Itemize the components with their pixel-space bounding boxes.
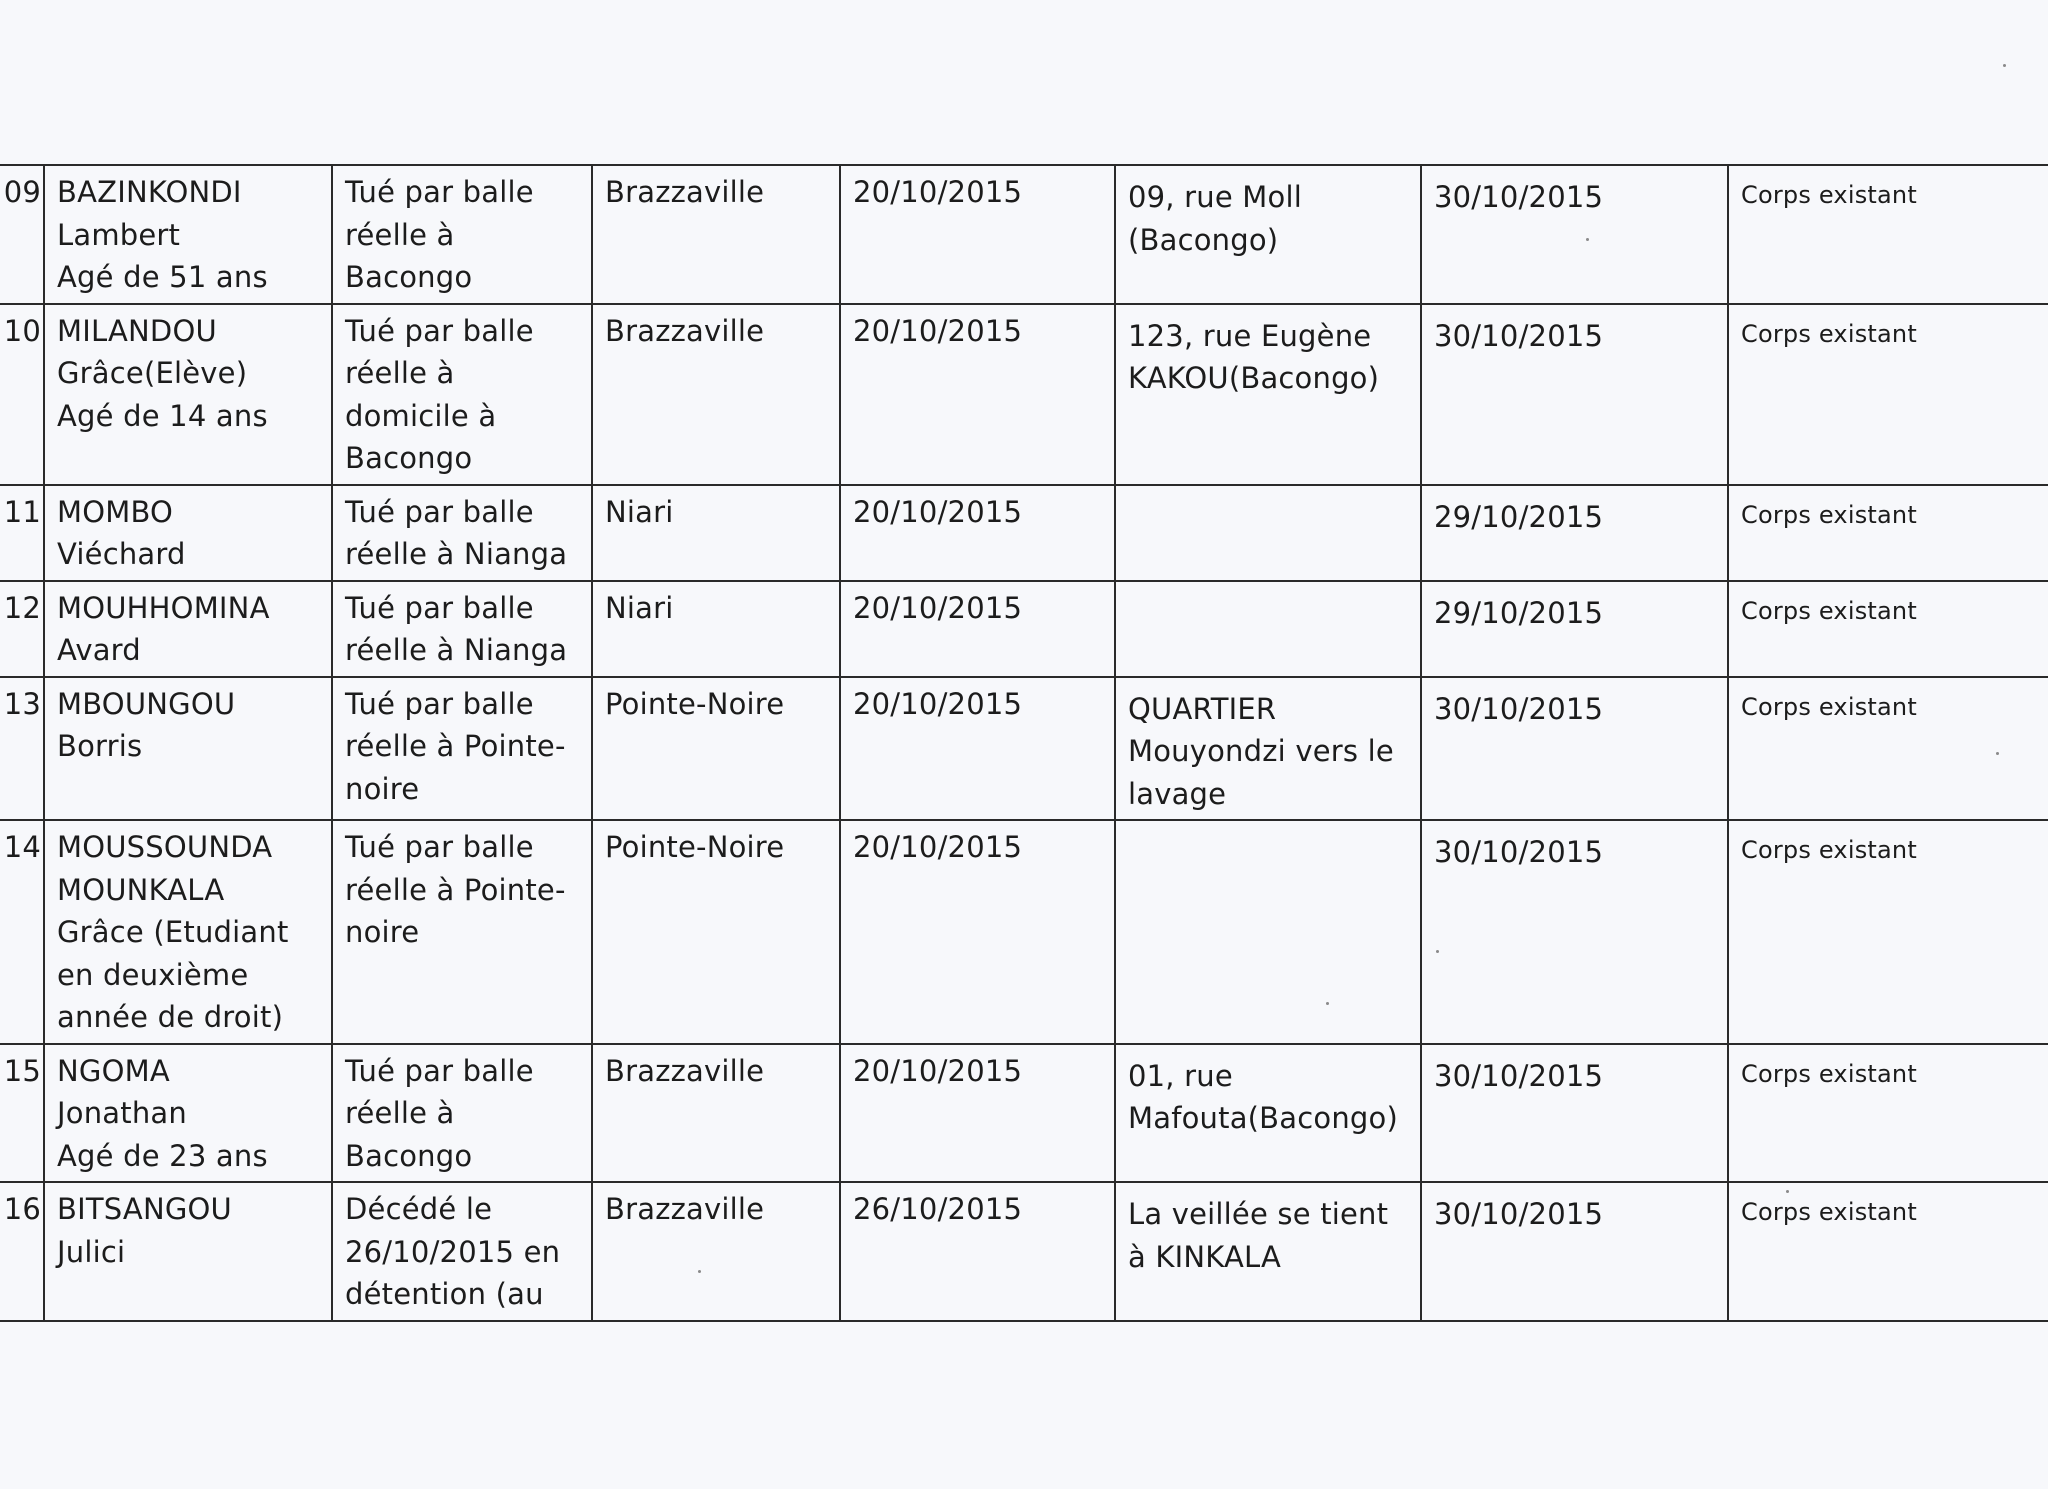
scan-speck [2003, 64, 2006, 67]
place: Brazzaville [592, 304, 840, 485]
scan-speck [1326, 1002, 1329, 1005]
body-status: Corps existant [1728, 820, 2048, 1044]
row-number: 11 [0, 485, 44, 581]
victim-firstname: Grâce(Elève) [57, 356, 248, 390]
date-of-death: 20/10/2015 [840, 1044, 1115, 1183]
victim-detail: Agé de 14 ans [57, 398, 268, 433]
date-of-burial: 29/10/2015 [1421, 581, 1728, 677]
victim-name-cell [44, 677, 332, 821]
cause-of-death: Décédé le 26/10/2015 en détention (au [332, 1182, 592, 1321]
address: La veillée se tient à KINKALA [1115, 1182, 1421, 1321]
date-of-burial: 30/10/2015 [1421, 1044, 1728, 1183]
cause-of-death: Tué par balle réelle à Bacongo [332, 165, 592, 304]
place: Pointe-Noire [592, 820, 840, 1044]
victim-firstname: Viéchard [57, 537, 186, 571]
body-status: Corps existant [1728, 1044, 2048, 1183]
victim-name-cell [44, 165, 332, 304]
scan-speck [1436, 950, 1439, 953]
victim-detail: Agé de 51 ans [57, 260, 268, 294]
address: QUARTIER Mouyondzi vers le lavage [1115, 677, 1421, 821]
address: 01, rue Mafouta(Bacongo) [1115, 1044, 1421, 1183]
address: 09, rue Moll (Bacongo) [1115, 165, 1421, 304]
row-number: 15 [0, 1044, 44, 1183]
date-of-burial: 29/10/2015 [1421, 485, 1728, 581]
address: 123, rue Eugène KAKOU(Bacongo) [1115, 304, 1421, 485]
body-status: Corps existant [1728, 485, 2048, 581]
victim-surname: MOUSSOUNDA [57, 830, 273, 864]
table-row [0, 581, 2048, 677]
date-of-death: 20/10/2015 [840, 485, 1115, 581]
date-of-death: 20/10/2015 [840, 581, 1115, 677]
date-of-death: 20/10/2015 [840, 677, 1115, 821]
cause-of-death: Tué par balle réelle à Nianga [332, 581, 592, 677]
date-of-burial: 30/10/2015 [1421, 304, 1728, 485]
date-of-death: 26/10/2015 [840, 1182, 1115, 1321]
table-row [0, 677, 2048, 821]
victim-surname: BAZINKONDI [57, 175, 242, 209]
scan-speck [1786, 1190, 1789, 1193]
victim-name-cell [44, 581, 332, 677]
victim-firstname: MOUNKALA [57, 872, 225, 907]
victim-firstname: Julici [57, 1234, 126, 1269]
victim-surname: MOMBO [57, 494, 174, 529]
victim-firstname: Lambert [57, 217, 181, 252]
victim-surname: BITSANGOU [57, 1192, 232, 1226]
cause-of-death: Tué par balle réelle à domicile à Bacongo [332, 304, 592, 485]
cause-of-death: Tué par balle réelle à Pointe-noire [332, 820, 592, 1044]
date-of-burial: 30/10/2015 [1421, 677, 1728, 821]
table-row [0, 820, 2048, 1044]
row-number: 16 [0, 1182, 44, 1321]
cause-of-death: Tué par balle réelle à Bacongo [332, 1044, 592, 1183]
cause-of-death: Tué par balle réelle à Pointe-noire [332, 677, 592, 821]
victim-name-cell [44, 1044, 332, 1183]
date-of-death: 20/10/2015 [840, 304, 1115, 485]
date-of-burial: 30/10/2015 [1421, 165, 1728, 304]
place: Niari [592, 485, 840, 581]
victim-surname: MOUHHOMINA [57, 590, 270, 625]
table-row [0, 1044, 2048, 1183]
victims-table-body [0, 165, 2048, 1321]
scan-speck [1586, 238, 1589, 241]
victim-name-cell [44, 1182, 332, 1321]
body-status: Corps existant [1728, 677, 2048, 821]
body-status: Corps existant [1728, 1182, 2048, 1321]
victim-name-cell [44, 485, 332, 581]
victim-surname: MBOUNGOU [57, 686, 236, 721]
body-status: Corps existant [1728, 165, 2048, 304]
row-number: 14 [0, 820, 44, 1044]
row-number: 10 [0, 304, 44, 485]
row-number: 13 [0, 677, 44, 821]
victim-surname: NGOMA [57, 1053, 170, 1088]
date-of-burial: 30/10/2015 [1421, 820, 1728, 1044]
body-status: Corps existant [1728, 581, 2048, 677]
victim-detail: Grâce (Etudiant en deuxième année de droit) [57, 915, 289, 1034]
scan-speck [698, 1270, 701, 1273]
place: Pointe-Noire [592, 677, 840, 821]
address [1115, 581, 1421, 677]
victims-table [0, 164, 2048, 1322]
date-of-death: 20/10/2015 [840, 165, 1115, 304]
table-row [0, 304, 2048, 485]
victim-name-cell [44, 304, 332, 485]
victim-surname: MILANDOU [57, 313, 217, 348]
row-number: 12 [0, 581, 44, 677]
scan-speck [1996, 752, 1999, 755]
date-of-death: 20/10/2015 [840, 820, 1115, 1044]
date-of-burial: 30/10/2015 [1421, 1182, 1728, 1321]
row-number: 09 [0, 165, 44, 304]
place: Brazzaville [592, 1044, 840, 1183]
victim-name-cell [44, 820, 332, 1044]
victim-firstname: Borris [57, 729, 143, 763]
victim-firstname: Jonathan [57, 1096, 187, 1130]
body-status: Corps existant [1728, 304, 2048, 485]
place: Brazzaville [592, 165, 840, 304]
victim-detail: Agé de 23 ans [57, 1138, 268, 1173]
place: Brazzaville [592, 1182, 840, 1321]
table-row [0, 165, 2048, 304]
address [1115, 820, 1421, 1044]
cause-of-death: Tué par balle réelle à Nianga [332, 485, 592, 581]
address [1115, 485, 1421, 581]
table-row [0, 485, 2048, 581]
victim-firstname: Avard [57, 633, 141, 667]
place: Niari [592, 581, 840, 677]
table-row [0, 1182, 2048, 1321]
